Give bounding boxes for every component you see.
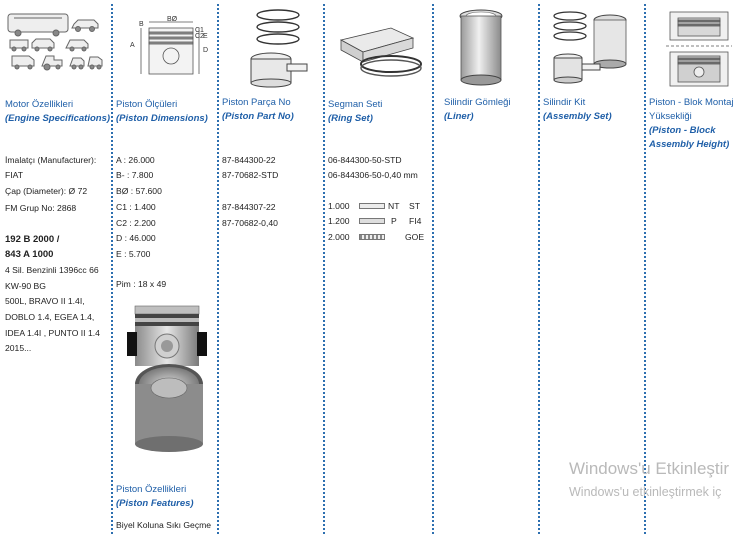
part-number: 87-844300-22 xyxy=(222,155,276,165)
kit-column xyxy=(540,0,644,534)
engine-code-2: 843 A 1000 xyxy=(5,249,54,260)
ring-size: 1.000 xyxy=(328,201,350,211)
piston-dimension-diagram xyxy=(127,16,213,78)
dimension-value: C2 : 2.200 xyxy=(116,218,156,228)
height-column xyxy=(646,0,755,534)
diagram-label: D xyxy=(203,47,209,54)
manufacturer-value: FIAT xyxy=(5,170,23,180)
windows-activation-watermark: Windows'u Etkinleştir xyxy=(569,459,730,478)
assembly-height-icon xyxy=(664,8,734,90)
pin-size: Pim : 18 x 49 xyxy=(116,279,167,289)
kit-title-en: (Assembly Set) xyxy=(543,111,612,122)
assembly-set-icon xyxy=(548,10,640,90)
height-header xyxy=(649,96,733,152)
ring-row xyxy=(328,214,428,229)
piston-features-header xyxy=(116,483,194,511)
ring-size: 2.000 xyxy=(328,232,350,242)
ring-code: P xyxy=(391,216,397,226)
ring-set-number: 06-844306-50-0,40 mm xyxy=(328,170,418,180)
piston-features-text: Biyel Koluna Sıkı Geçme xyxy=(116,520,212,530)
dimension-value: BØ : 57.600 xyxy=(116,186,162,196)
diagram-label: E xyxy=(203,33,208,40)
height-title-2: Yüksekliği xyxy=(649,111,692,122)
piston-dims-title: Piston Ölçüleri xyxy=(116,99,178,110)
liner-header xyxy=(444,96,511,124)
ring-set-header xyxy=(328,98,382,126)
part-no-column xyxy=(219,0,323,534)
ring-type: FI4 xyxy=(409,216,422,226)
fm-group: FM Grup No: 2868 xyxy=(5,203,77,213)
liner-title: Silindir Gömleği xyxy=(444,97,511,108)
piston-dims-header xyxy=(116,98,208,126)
ring-set-title: Segman Seti xyxy=(328,99,383,110)
diagram-label: A xyxy=(130,42,135,49)
ring-row xyxy=(328,230,428,245)
piston-dims-column xyxy=(113,0,217,534)
diagram-label: C1 xyxy=(195,27,204,34)
part-number: 87-844307-22 xyxy=(222,202,276,212)
engine-header xyxy=(5,98,110,126)
ring-set-column xyxy=(325,0,432,534)
liner-title-en: (Liner) xyxy=(444,111,474,122)
piston-dims-title-en: (Piston Dimensions) xyxy=(116,113,208,124)
part-number: 87-70682-STD xyxy=(222,170,279,180)
ring-set-icon xyxy=(337,22,425,78)
ring-size: 1.200 xyxy=(328,216,350,226)
kit-title: Silindir Kit xyxy=(543,97,586,108)
ring-row xyxy=(328,199,428,214)
liner-icon xyxy=(458,8,504,88)
vehicles-icon xyxy=(6,8,106,72)
engine-desc-line: DOBLO 1.4, EGEA 1.4, xyxy=(5,312,95,322)
manufacturer-label: İmalatçı (Manufacturer): xyxy=(5,155,97,165)
engine-title: Motor Özellikleri xyxy=(5,99,74,110)
windows-activation-watermark-sub: Windows'u etkinleştirmek iç xyxy=(569,485,722,499)
liner-column xyxy=(434,0,538,534)
part-number: 87-70682-0,40 xyxy=(222,218,278,228)
piston-top-photo xyxy=(134,362,204,454)
diagram-label: BØ xyxy=(167,16,178,23)
dimension-value: A : 26.000 xyxy=(116,155,155,165)
ring-type: GOE xyxy=(405,232,425,242)
diagram-label: B xyxy=(139,21,144,28)
piston-features-title: Piston Özellikleri xyxy=(116,484,187,495)
piston-features-title-en: (Piston Features) xyxy=(116,498,194,509)
ring-type: ST xyxy=(409,201,420,211)
engine-title-en: (Engine Specifications) xyxy=(5,113,111,124)
piston-rings-icon xyxy=(247,8,309,88)
diagram-label: C2 xyxy=(195,33,204,40)
engine-code-1: 192 B 2000 / xyxy=(5,234,60,245)
engine-desc-line: 500L, BRAVO II 1.4I, xyxy=(5,296,85,306)
engine-desc-line: 2015... xyxy=(5,343,32,353)
height-title-en-1: (Piston - Block xyxy=(649,125,716,136)
ring-set-number: 06-844300-50-STD xyxy=(328,155,402,165)
ring-profile-icon xyxy=(359,218,385,224)
part-no-title-en: (Piston Part No) xyxy=(222,111,294,122)
engine-desc-line: KW-90 BG xyxy=(5,281,46,291)
kit-header xyxy=(543,96,612,124)
dimension-value: B- : 7.800 xyxy=(116,170,154,180)
height-title-en-2: Assembly Height) xyxy=(649,139,730,150)
part-no-header xyxy=(222,96,294,124)
height-title-1: Piston - Blok Montaj xyxy=(649,97,734,108)
engine-desc-line: IDEA 1.4I , PUNTO II 1.4 xyxy=(5,328,100,338)
ring-code: NT xyxy=(388,201,400,211)
dimension-value: C1 : 1.400 xyxy=(116,202,156,212)
ring-set-title-en: (Ring Set) xyxy=(328,113,373,124)
dimension-value: E : 5.700 xyxy=(116,249,151,259)
ring-profile-icon xyxy=(359,203,385,209)
engine-column xyxy=(0,0,111,534)
engine-desc-line: 4 Sil. Benzinli 1396cc 66 xyxy=(5,265,99,275)
part-no-title: Piston Parça No xyxy=(222,97,291,108)
diameter: Çap (Diameter): Ø 72 xyxy=(5,186,88,196)
ring-profile-icon xyxy=(359,234,385,240)
dimension-value: D : 46.000 xyxy=(116,233,156,243)
